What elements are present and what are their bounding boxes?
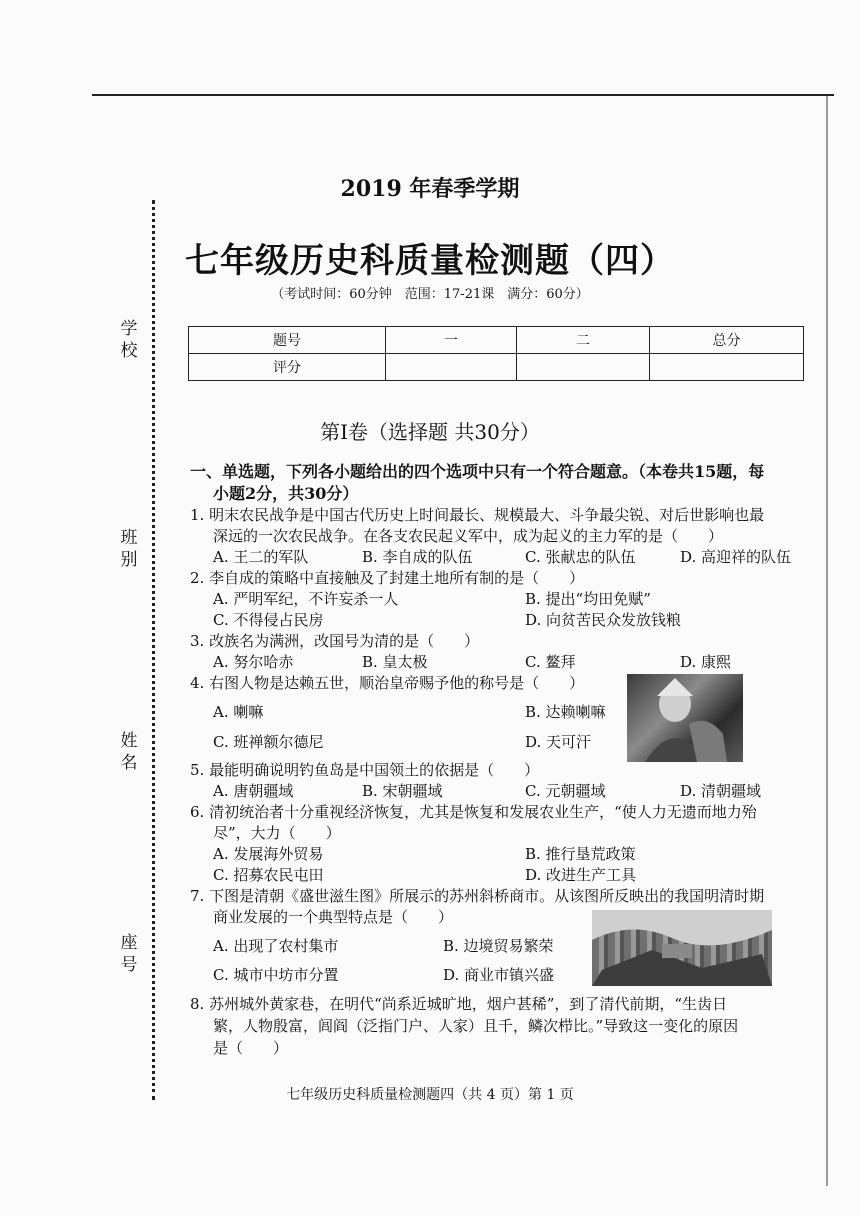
q7-stem-line2: 商业发展的一个典型特点是（ ）: [213, 908, 454, 926]
q6-option-c: C. 招募农民屯田: [213, 866, 324, 884]
q6-option-a: A. 发展海外贸易: [213, 845, 324, 863]
q6-option-b: B. 推行垦荒政策: [525, 845, 636, 863]
portrait-figure-icon: [627, 674, 743, 762]
q6-stem-line2: 尽”，大力（ ）: [213, 824, 341, 842]
q2-stem: 2. 李自成的策略中直接触及了封建土地所有制的是（ ）: [190, 569, 585, 587]
q2-option-a: A. 严明军纪，不许妄杀一人: [213, 590, 399, 608]
q4-option-d: D. 天可汗: [525, 733, 592, 751]
q3-option-a: A. 努尔哈赤: [213, 653, 294, 671]
section-title: 第Ⅰ卷（选择题 共30分）: [320, 420, 540, 444]
q6-stem-line1: 6. 清初统治者十分重视经济恢复，尤其是恢复和发展农业生产，“使人力无遗而地力殆: [190, 803, 757, 821]
name-label: 姓名: [120, 731, 138, 773]
dalai-lama-portrait-image: [627, 674, 743, 762]
cell-score-total[interactable]: [650, 354, 804, 381]
seat-label: 座号: [120, 933, 138, 975]
q3-option-b: B. 皇太极: [362, 653, 428, 671]
q8-stem-line2: 繁，人物殷富，闾阎（泛指门户、人家）且千，鳞次栉比。”导致这一变化的原因: [213, 1017, 739, 1035]
q6-option-d: D. 改进生产工具: [525, 866, 637, 884]
instructions-line2: 小题2分，共30分）: [213, 484, 359, 503]
q2-option-c: C. 不得侵占民房: [213, 611, 324, 629]
q4-stem: 4. 右图人物是达赖五世，顺治皇帝赐予他的称号是（ ）: [190, 674, 585, 692]
binding-dotted-line: [152, 200, 155, 1100]
q4-option-c: C. 班禅额尔德尼: [213, 733, 324, 751]
q7-stem-line1: 7. 下图是清朝《盛世滋生图》所展示的苏州斜桥商市。从该图所反映出的我国明清时期: [190, 887, 765, 905]
q7-option-a: A. 出现了农村集市: [213, 937, 339, 955]
q5-option-d: D. 清朝疆域: [680, 782, 762, 800]
cell-score-1[interactable]: [386, 354, 517, 381]
class-label: 班别: [120, 528, 138, 570]
q2-option-d: D. 向贫苦民众发放钱粮: [525, 611, 682, 629]
q4-option-b: B. 达赖喇嘛: [525, 703, 606, 721]
instructions-line1: 一、单选题，下列各小题给出的四个选项中只有一个符合题意。（本卷共15题，每: [190, 462, 765, 481]
q3-option-c: C. 鳌拜: [525, 653, 576, 671]
school-label: 学校: [120, 319, 138, 361]
q5-option-c: C. 元朝疆域: [525, 782, 606, 800]
q5-option-b: B. 宋朝疆域: [362, 782, 443, 800]
exam-info: （考试时间：60分钟 范围：17-21课 满分：60分）: [271, 287, 589, 302]
cell-part-1: 一: [386, 327, 517, 354]
exam-term: 2019 年春季学期: [340, 176, 520, 202]
cell-total: 总分: [650, 327, 804, 354]
q5-option-a: A. 唐朝疆域: [213, 782, 294, 800]
cell-score-2[interactable]: [517, 354, 650, 381]
q7-option-b: B. 边境贸易繁荣: [443, 937, 554, 955]
q4-option-a: A. 喇嘛: [213, 703, 264, 721]
q3-option-d: D. 康熙: [680, 653, 732, 671]
painting-scene-icon: [592, 910, 772, 986]
shengshi-zishengtu-painting-image: [592, 910, 772, 986]
q3-stem: 3. 改族名为满洲，改国号为清的是（ ）: [190, 632, 480, 650]
score-table-row-header: [189, 327, 804, 354]
q1-option-b: B. 李自成的队伍: [362, 548, 473, 566]
q1-option-a: A. 王二的军队: [213, 548, 309, 566]
q7-option-d: D. 商业市镇兴盛: [443, 966, 555, 984]
score-table: [188, 326, 804, 381]
cell-question-no: 题号: [189, 327, 386, 354]
cell-score-label: 评分: [189, 354, 386, 381]
page-footer: 七年级历史科质量检测题四（共 4 页）第 1 页: [286, 1087, 574, 1103]
q7-option-c: C. 城市中坊市分置: [213, 966, 339, 984]
score-table-row-score: [189, 354, 804, 381]
q1-option-c: C. 张献忠的队伍: [525, 548, 636, 566]
exam-title: 七年级历史科质量检测题（四）: [185, 241, 675, 281]
top-rule: [92, 94, 834, 96]
q5-stem: 5. 最能明确说明钓鱼岛是中国领土的依据是（ ）: [190, 761, 540, 779]
q1-stem-line2: 深远的一次农民战争。在各支农民起义军中，成为起义的主力军的是（ ）: [213, 527, 724, 545]
q2-option-b: B. 提出“均田免赋”: [525, 590, 651, 608]
q1-option-d: D. 高迎祥的队伍: [680, 548, 792, 566]
q1-stem-line1: 1. 明末农民战争是中国古代历史上时间最长、规模最大、斗争最尖锐、对后世影响也最: [190, 506, 765, 524]
cell-part-2: 二: [517, 327, 650, 354]
q8-stem-line3: 是（ ）: [213, 1039, 289, 1057]
q8-stem-line1: 8. 苏州城外黄家巷，在明代“尚系近城旷地，烟户甚稀”，到了清代前期，“生齿日: [190, 995, 728, 1013]
